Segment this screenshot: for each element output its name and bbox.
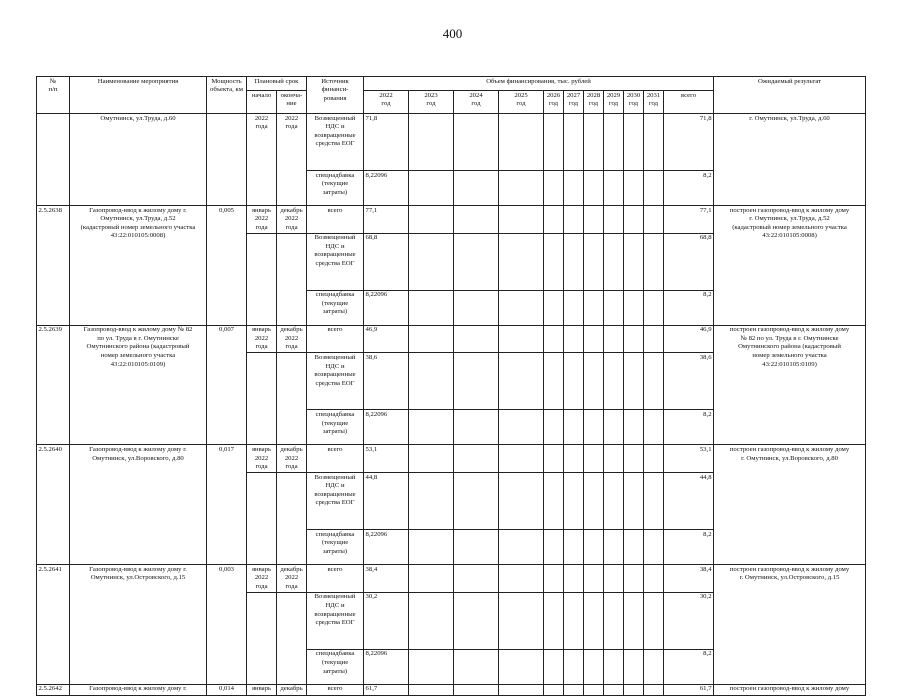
amount-year-empty [624, 684, 644, 695]
amount-2022: 68,8 [364, 233, 409, 290]
table-header [37, 77, 866, 114]
amount-year-empty [584, 410, 604, 445]
amount-year-empty [409, 353, 454, 410]
funding-source: всего [307, 684, 364, 695]
amount-year-empty [604, 114, 624, 171]
amount-year-empty [454, 684, 499, 695]
amount-year-empty [409, 410, 454, 445]
funding-source: спецнадбавка (текущие затраты) [307, 410, 364, 445]
item-end: 2022 года [277, 114, 307, 206]
item-end: декабрь [277, 684, 307, 695]
amount-year-empty [604, 565, 624, 593]
amount-year-empty [564, 353, 584, 410]
amount-year-empty [499, 410, 544, 445]
amount-year-empty [454, 410, 499, 445]
amount-year-empty [644, 233, 664, 290]
amount-year-empty [544, 530, 564, 565]
amount-year-empty [564, 325, 584, 353]
amount-2022: 8,22096 [364, 530, 409, 565]
amount-year-empty [604, 649, 624, 684]
amount-year-empty [544, 325, 564, 353]
amount-year-empty [454, 171, 499, 206]
amount-year-empty [564, 649, 584, 684]
amount-year-empty [409, 445, 454, 473]
amount-year-empty [454, 530, 499, 565]
header-year: 2031 год [644, 91, 664, 114]
amount-year-empty [544, 473, 564, 530]
amount-year-empty [454, 353, 499, 410]
amount-total: 44,8 [664, 473, 714, 530]
amount-2022: 71,8 [364, 114, 409, 171]
item-name: Газопровод-ввод к жилому дому г. Омутнинск, ул.Воровского, д.80 [70, 445, 207, 565]
amount-2022: 77,1 [364, 206, 409, 234]
header-capacity: Мощность объекта, км [207, 77, 247, 114]
amount-year-empty [604, 353, 624, 410]
amount-year-empty [544, 206, 564, 234]
item-capacity [207, 114, 247, 206]
amount-year-empty [544, 445, 564, 473]
item-name: Газопровод-ввод к жилому дому № 82 по ул. Труда в г. Омутнинске Омутнинского района (кадастровый номер земельного участка 43:22:010105:0109) [70, 325, 207, 445]
item-number: 2.5.2641 [37, 565, 70, 685]
item-start: январь 2022 года [247, 206, 277, 234]
amount-year-empty [544, 592, 564, 649]
amount-year-empty [624, 530, 644, 565]
item-end: декабрь 2022 года [277, 445, 307, 473]
amount-year-empty [584, 114, 604, 171]
amount-year-empty [584, 530, 604, 565]
amount-year-empty [499, 353, 544, 410]
financing-table-area [36, 76, 866, 696]
amount-year-empty [624, 325, 644, 353]
item-capacity: 0,014 [207, 684, 247, 695]
amount-year-empty [409, 649, 454, 684]
funding-source: Возмещенный НДС и возвращенные средства ЕОГ [307, 592, 364, 649]
item-start: 2022 года [247, 114, 277, 206]
funding-source: всего [307, 565, 364, 593]
item-capacity: 0,007 [207, 325, 247, 445]
amount-year-empty [624, 649, 644, 684]
header-name: Наименование мероприятия [70, 77, 207, 114]
amount-year-empty [644, 592, 664, 649]
amount-year-empty [564, 445, 584, 473]
amount-year-empty [564, 114, 584, 171]
amount-year-empty [624, 473, 644, 530]
item-name: Газопровод-ввод к жилому дому г. Омутнинск, ул.Труда, д.52 (кадастровый номер земельного участка 43:22:010105:0008) [70, 206, 207, 326]
amount-year-empty [584, 445, 604, 473]
amount-year-empty [564, 530, 584, 565]
amount-2022: 38,6 [364, 353, 409, 410]
amount-year-empty [409, 206, 454, 234]
amount-year-empty [644, 353, 664, 410]
table-row [37, 445, 866, 473]
funding-source: всего [307, 206, 364, 234]
header-volume: Объем финансирования, тыс. рублей [364, 77, 714, 91]
amount-year-empty [499, 684, 544, 695]
amount-year-empty [604, 592, 624, 649]
amount-year-empty [644, 114, 664, 171]
amount-year-empty [409, 325, 454, 353]
item-result: построен газопровод-ввод к жилому дому г. Омутнинск, ул.Островского, д.15 [714, 565, 866, 685]
amount-year-empty [604, 325, 624, 353]
item-name: Газопровод-ввод к жилому дому г. Омутнинск, ул.Островского, д.15 [70, 565, 207, 685]
amount-total: 77,1 [664, 206, 714, 234]
header-year: 2023 год [409, 91, 454, 114]
funding-source: спецнадбавка (текущие затраты) [307, 530, 364, 565]
amount-year-empty [584, 353, 604, 410]
amount-year-empty [624, 206, 644, 234]
item-number: 2.5.2639 [37, 325, 70, 445]
amount-year-empty [584, 325, 604, 353]
item-result: построен газопровод-ввод к жилому дому [714, 684, 866, 695]
amount-year-empty [499, 206, 544, 234]
header-total: всего [664, 91, 714, 114]
amount-year-empty [584, 206, 604, 234]
amount-year-empty [584, 649, 604, 684]
header-period-end: оконча- ние [277, 91, 307, 114]
amount-year-empty [499, 325, 544, 353]
amount-year-empty [454, 206, 499, 234]
amount-total: 38,6 [664, 353, 714, 410]
amount-year-empty [454, 473, 499, 530]
amount-total: 68,8 [664, 233, 714, 290]
table-body [37, 114, 866, 696]
header-year: 2026 год [544, 91, 564, 114]
amount-year-empty [454, 649, 499, 684]
amount-total: 8,2 [664, 171, 714, 206]
amount-total: 30,2 [664, 592, 714, 649]
amount-year-empty [499, 290, 544, 325]
item-number [37, 114, 70, 206]
amount-2022: 44,8 [364, 473, 409, 530]
amount-year-empty [544, 649, 564, 684]
item-start-empty [247, 592, 277, 684]
amount-year-empty [499, 473, 544, 530]
amount-year-empty [624, 290, 644, 325]
amount-year-empty [644, 530, 664, 565]
amount-year-empty [644, 290, 664, 325]
amount-year-empty [604, 445, 624, 473]
amount-year-empty [454, 114, 499, 171]
amount-year-empty [604, 233, 624, 290]
item-start-empty [247, 353, 277, 445]
funding-source: Возмещенный НДС и возвращенные средства ЕОГ [307, 473, 364, 530]
amount-year-empty [604, 206, 624, 234]
amount-year-empty [604, 410, 624, 445]
header-year: 2030 год [624, 91, 644, 114]
amount-year-empty [544, 684, 564, 695]
header-year: 2029 год [604, 91, 624, 114]
amount-year-empty [644, 325, 664, 353]
item-end-empty [277, 233, 307, 325]
amount-year-empty [564, 684, 584, 695]
amount-2022: 8,22096 [364, 290, 409, 325]
amount-year-empty [544, 410, 564, 445]
item-name: Омутнинск, ул.Труда, д.60 [70, 114, 207, 206]
amount-year-empty [604, 684, 624, 695]
item-result: построен газопровод-ввод к жилому дому № 82 по ул. Труда в г. Омутнинске Омутнинского района (кадастровый номер земельного участка 43:22:010105:0109) [714, 325, 866, 445]
amount-2022: 8,22096 [364, 410, 409, 445]
amount-year-empty [644, 206, 664, 234]
header-number: № п/п [37, 77, 70, 114]
amount-year-empty [454, 565, 499, 593]
item-capacity: 0,017 [207, 445, 247, 565]
item-start-empty [247, 473, 277, 565]
amount-year-empty [564, 233, 584, 290]
amount-total: 71,8 [664, 114, 714, 171]
amount-year-empty [409, 684, 454, 695]
amount-year-empty [409, 473, 454, 530]
header-result: Ожидаемый результат [714, 77, 866, 114]
funding-source: Возмещенный НДС и возвращенные средства ЕОГ [307, 353, 364, 410]
amount-year-empty [604, 473, 624, 530]
item-start: январь [247, 684, 277, 695]
amount-year-empty [624, 171, 644, 206]
item-result: построен газопровод-ввод к жилому дому г. Омутнинск, ул.Труда, д.52 (кадастровый номер земельного участка 43:22:010105:0008) [714, 206, 866, 326]
amount-year-empty [544, 353, 564, 410]
item-number: 2.5.2640 [37, 445, 70, 565]
amount-year-empty [584, 565, 604, 593]
item-result: г. Омутнинск, ул.Труда, д.60 [714, 114, 866, 206]
amount-year-empty [499, 530, 544, 565]
header-year: 2027 год [564, 91, 584, 114]
amount-year-empty [454, 445, 499, 473]
amount-year-empty [624, 353, 644, 410]
amount-year-empty [409, 530, 454, 565]
amount-total: 46,9 [664, 325, 714, 353]
amount-total: 38,4 [664, 565, 714, 593]
funding-source: спецнадбавка (текущие затраты) [307, 171, 364, 206]
amount-year-empty [604, 530, 624, 565]
amount-year-empty [644, 473, 664, 530]
amount-year-empty [499, 445, 544, 473]
amount-year-empty [644, 171, 664, 206]
amount-2022: 61,7 [364, 684, 409, 695]
amount-year-empty [584, 233, 604, 290]
amount-year-empty [604, 171, 624, 206]
amount-year-empty [584, 684, 604, 695]
amount-total: 8,2 [664, 649, 714, 684]
amount-total: 61,7 [664, 684, 714, 695]
amount-year-empty [564, 410, 584, 445]
table-row [37, 565, 866, 593]
amount-year-empty [564, 290, 584, 325]
amount-year-empty [564, 565, 584, 593]
page-number: 400 [442, 26, 463, 41]
header-year: 2022 год [364, 91, 409, 114]
amount-year-empty [624, 592, 644, 649]
header-year: 2024 год [454, 91, 499, 114]
funding-source: Возмещенный НДС и возвращенные средства ЕОГ [307, 233, 364, 290]
amount-year-empty [644, 649, 664, 684]
amount-year-empty [544, 114, 564, 171]
amount-2022: 8,22096 [364, 171, 409, 206]
amount-year-empty [624, 114, 644, 171]
amount-year-empty [499, 592, 544, 649]
item-end: декабрь 2022 года [277, 325, 307, 353]
amount-2022: 53,1 [364, 445, 409, 473]
funding-source: Возмещенный НДС и возвращенные средства ЕОГ [307, 114, 364, 171]
item-result: построен газопровод-ввод к жилому дому г. Омутнинск, ул.Воровского, д.80 [714, 445, 866, 565]
item-name: Газопровод-ввод к жилому дому г. [70, 684, 207, 695]
amount-year-empty [544, 565, 564, 593]
item-capacity: 0,005 [207, 206, 247, 326]
table-row [37, 684, 866, 695]
amount-year-empty [544, 171, 564, 206]
amount-year-empty [604, 290, 624, 325]
amount-year-empty [499, 649, 544, 684]
amount-year-empty [564, 592, 584, 649]
item-start: январь 2022 года [247, 565, 277, 593]
amount-2022: 8,22096 [364, 649, 409, 684]
amount-year-empty [564, 473, 584, 530]
amount-year-empty [644, 565, 664, 593]
item-number: 2.5.2638 [37, 206, 70, 326]
amount-year-empty [644, 445, 664, 473]
amount-year-empty [584, 473, 604, 530]
amount-year-empty [624, 565, 644, 593]
item-end: декабрь 2022 года [277, 565, 307, 593]
amount-year-empty [454, 325, 499, 353]
amount-year-empty [499, 233, 544, 290]
amount-year-empty [564, 171, 584, 206]
amount-total: 8,2 [664, 530, 714, 565]
amount-year-empty [644, 410, 664, 445]
item-end-empty [277, 473, 307, 565]
header-period-start: начало [247, 91, 277, 114]
amount-year-empty [409, 565, 454, 593]
amount-year-empty [624, 410, 644, 445]
amount-year-empty [544, 290, 564, 325]
financing-plan-table [36, 76, 866, 696]
amount-year-empty [409, 171, 454, 206]
table-row [37, 325, 866, 353]
header-source: Источник финанси- рования [307, 77, 364, 114]
funding-source: спецнадбавка (текущие затраты) [307, 290, 364, 325]
funding-source: всего [307, 325, 364, 353]
amount-2022: 38,4 [364, 565, 409, 593]
item-start: январь 2022 года [247, 445, 277, 473]
amount-year-empty [544, 233, 564, 290]
amount-year-empty [409, 592, 454, 649]
item-capacity: 0,003 [207, 565, 247, 685]
amount-year-empty [499, 114, 544, 171]
amount-year-empty [584, 171, 604, 206]
amount-year-empty [564, 206, 584, 234]
amount-year-empty [499, 565, 544, 593]
header-year: 2025 год [499, 91, 544, 114]
item-end: декабрь 2022 года [277, 206, 307, 234]
amount-year-empty [644, 684, 664, 695]
amount-year-empty [454, 233, 499, 290]
item-end-empty [277, 592, 307, 684]
table-row [37, 114, 866, 171]
amount-year-empty [409, 114, 454, 171]
amount-year-empty [624, 445, 644, 473]
amount-year-empty [499, 171, 544, 206]
header-year: 2028 год [584, 91, 604, 114]
amount-total: 8,2 [664, 410, 714, 445]
amount-year-empty [584, 290, 604, 325]
amount-total: 8,2 [664, 290, 714, 325]
item-number: 2.5.2642 [37, 684, 70, 695]
item-end-empty [277, 353, 307, 445]
table-row [37, 206, 866, 234]
amount-year-empty [409, 233, 454, 290]
amount-year-empty [624, 233, 644, 290]
amount-2022: 46,9 [364, 325, 409, 353]
amount-year-empty [454, 592, 499, 649]
funding-source: всего [307, 445, 364, 473]
amount-total: 53,1 [664, 445, 714, 473]
amount-2022: 30,2 [364, 592, 409, 649]
header-period: Плановый срок [247, 77, 307, 91]
amount-year-empty [409, 290, 454, 325]
funding-source: спецнадбавка (текущие затраты) [307, 649, 364, 684]
amount-year-empty [454, 290, 499, 325]
item-start: январь 2022 года [247, 325, 277, 353]
amount-year-empty [584, 592, 604, 649]
item-start-empty [247, 233, 277, 325]
